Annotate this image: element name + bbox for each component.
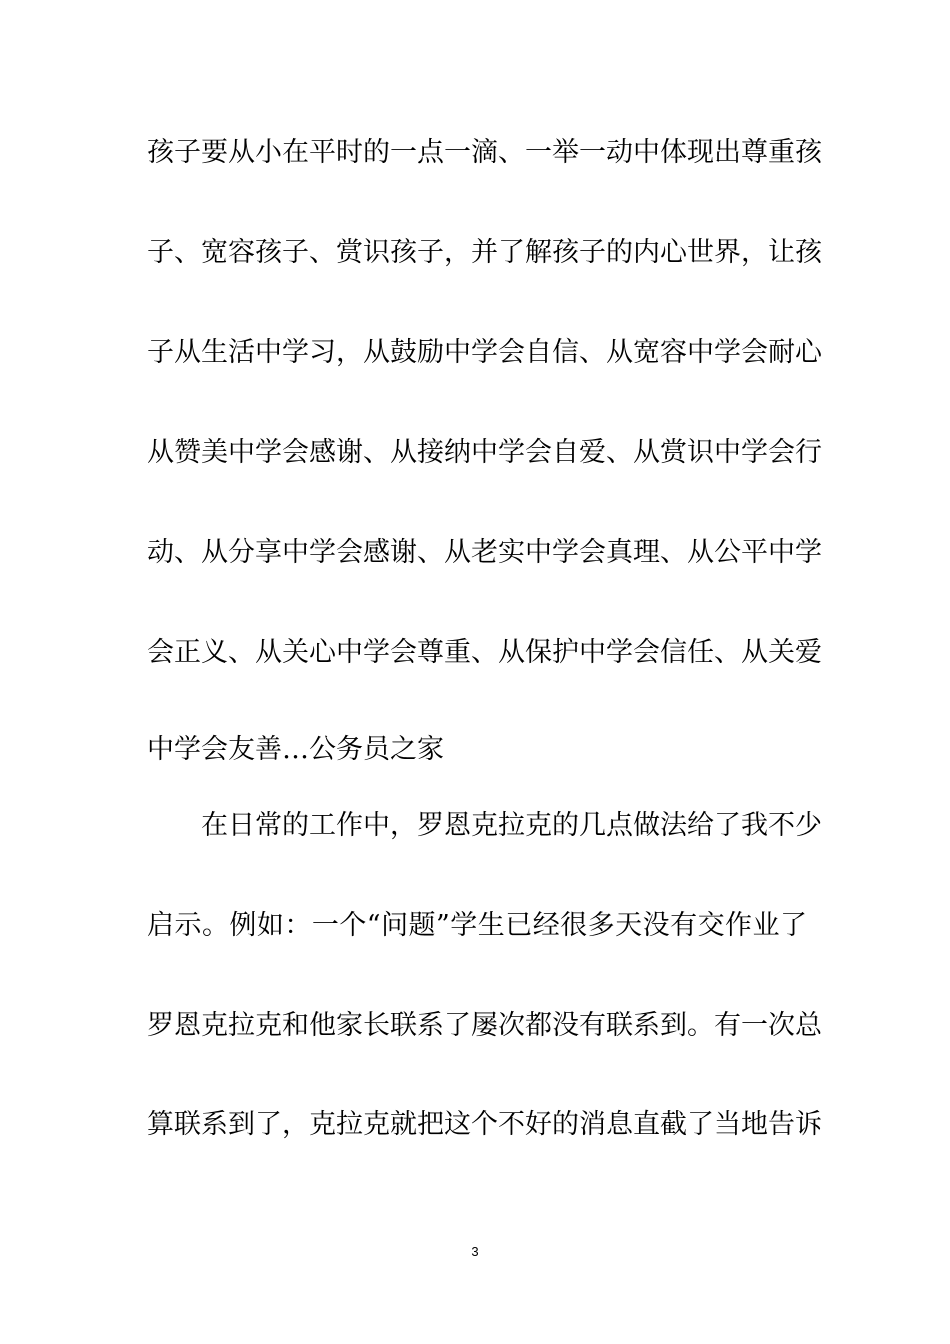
text-line-2: 子、宽容孩子、赏识孩子，并了解孩子的内心世界，让孩 [147, 237, 822, 268]
paragraph-start-line: 在日常的工作中，罗恩克拉克的几点做法给了我不少 [201, 810, 822, 841]
page-number: 3 [471, 1244, 479, 1259]
text-line-4: 从赞美中学会感谢、从接纳中学会自爱、从赏识中学会行 [147, 437, 822, 468]
text-line-11: 算联系到了，克拉克就把这个不好的消息直截了当地告诉 [147, 1109, 822, 1140]
text-line-10: 罗恩克拉克和他家长联系了屡次都没有联系到。有一次总 [147, 1010, 822, 1041]
text-line-5: 动、从分享中学会感谢、从老实中学会真理、从公平中学 [147, 537, 822, 568]
text-line-3: 子从生活中学习，从鼓励中学会自信、从宽容中学会耐心 [147, 337, 822, 368]
text-line-7: 中学会友善…公务员之家 [147, 734, 444, 765]
text-line-9: 启示。例如：一个“问题”学生已经很多天没有交作业了 [147, 910, 807, 941]
text-line-6: 会正义、从关心中学会尊重、从保护中学会信任、从关爱 [147, 637, 822, 668]
text-line-1: 孩子要从小在平时的一点一滴、一举一动中体现出尊重孩 [147, 137, 822, 168]
